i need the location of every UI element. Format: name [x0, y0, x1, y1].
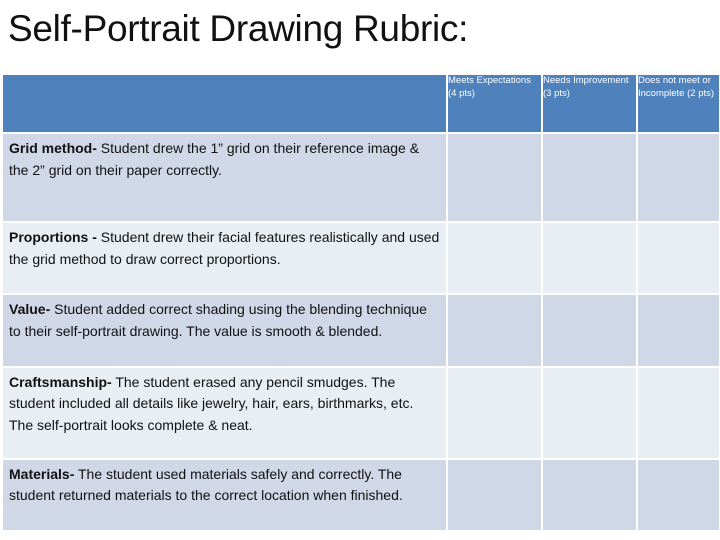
score-cell[interactable]	[637, 367, 720, 459]
score-cell[interactable]	[542, 294, 637, 366]
score-cell[interactable]	[447, 222, 542, 294]
score-cell[interactable]	[447, 294, 542, 366]
header-criteria	[2, 74, 447, 133]
table-row	[2, 294, 720, 366]
page-title: Self-Portrait Drawing Rubric:	[8, 8, 469, 49]
score-cell[interactable]	[542, 367, 637, 459]
criterion-description: The student used materials safely and correctly. The student returned materials to the correct location when finished.	[9, 465, 403, 504]
criterion-cell	[2, 133, 447, 222]
header-row	[2, 74, 720, 133]
criterion-description: The student erased any pencil smudges. The student included all details like jewelry, hair, ears, birthmarks, etc. The self-portrait looks complete & neat.	[9, 373, 414, 433]
score-cell[interactable]	[447, 459, 542, 531]
criterion-cell	[2, 294, 447, 366]
criterion-name: Proportions -	[9, 229, 97, 246]
table-row	[2, 459, 720, 531]
criterion-name: Materials-	[9, 465, 75, 482]
table-row	[2, 222, 720, 294]
score-cell[interactable]	[637, 133, 720, 222]
score-cell[interactable]	[447, 367, 542, 459]
criterion-name: Craftsmanship-	[9, 373, 112, 390]
score-cell[interactable]	[447, 133, 542, 222]
header-does-not-meet: Does not meet or Incomplete (2 pts)	[637, 74, 720, 133]
criterion-name: Grid method-	[9, 140, 97, 156]
header-meets-expectations: Meets Expectations (4 pts)	[447, 74, 542, 133]
score-cell[interactable]	[542, 459, 637, 531]
table-row	[2, 133, 720, 222]
table-row	[2, 367, 720, 459]
criterion-name: Value-	[9, 301, 51, 318]
criterion-cell	[2, 222, 447, 294]
score-cell[interactable]	[637, 222, 720, 294]
score-cell[interactable]	[542, 222, 637, 294]
criterion-description: Student drew the 1” grid on their reference image & the 2” grid on their paper correctly.	[9, 140, 420, 178]
criterion-description: Student added correct shading using the blending technique to their self-portrait drawing. The value is smooth & blended.	[9, 301, 427, 339]
header-needs-improvement: Needs Improvement (3 pts)	[542, 74, 637, 133]
rubric-table	[1, 73, 720, 532]
score-cell[interactable]	[637, 459, 720, 531]
criterion-description: Student drew their facial features realistically and used the grid method to draw correct proportions.	[9, 229, 440, 267]
score-cell[interactable]	[542, 133, 637, 222]
criterion-cell	[2, 459, 447, 531]
score-cell[interactable]	[637, 294, 720, 366]
criterion-cell	[2, 367, 447, 459]
